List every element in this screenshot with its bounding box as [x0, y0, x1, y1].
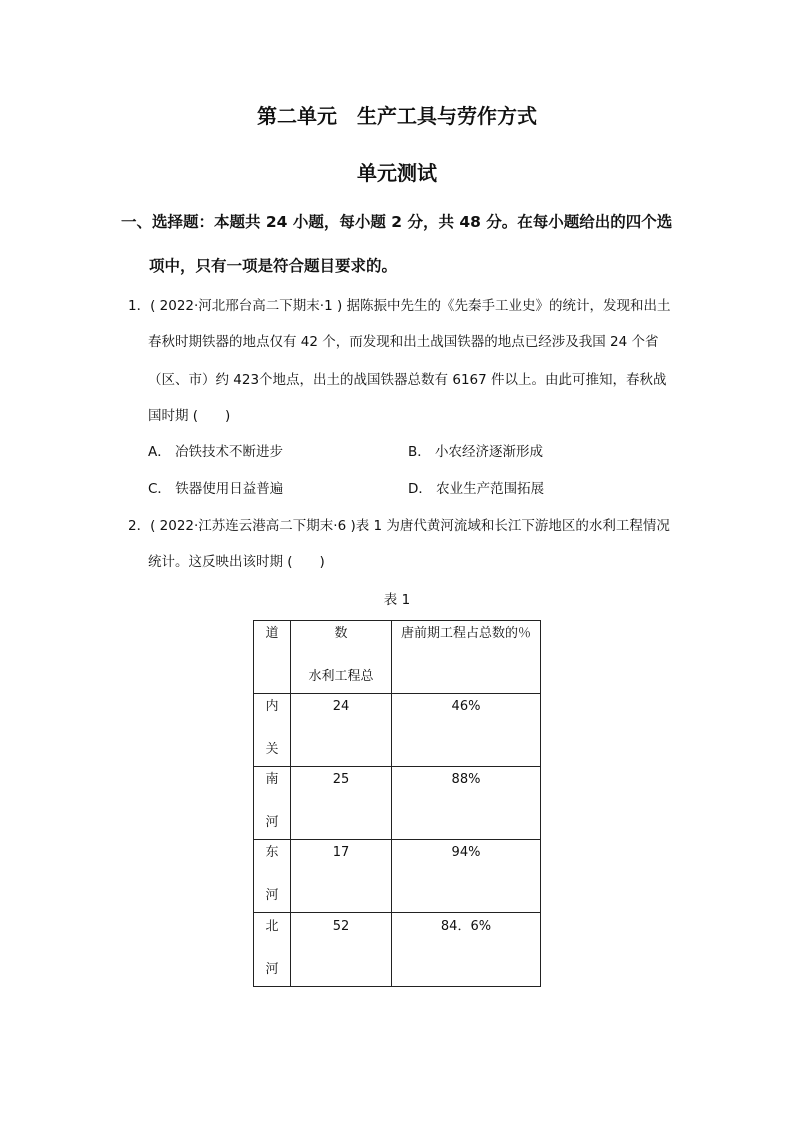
percent-cell: 94% [392, 840, 541, 913]
header-region: 道 [254, 621, 291, 694]
region-cell: 关 内 [254, 694, 291, 767]
region-cell: 河 东 [254, 840, 291, 913]
q2-line1: 2．( 2022·江苏连云港高二下期末·6 )表 1 为唐代黄河流域和长江下游地区的水利工程情况 [128, 518, 670, 534]
q1-option-a[interactable]: A． 冶铁技术不断进步 [148, 444, 284, 460]
table-caption: 表 1 [383, 592, 411, 608]
unit-title: 第二单元 生产工具与劳作方式 [257, 104, 537, 128]
total-cell: 52 [291, 913, 392, 987]
irrigation-table [253, 620, 541, 987]
q1-option-d[interactable]: D． 农业生产范围拓展 [408, 481, 545, 497]
total-cell: 17 [291, 840, 392, 913]
q1-line3: （区、市）约 423个地点，出土的战国铁器总数有 6167 件以上。由此可推知，春秋战 [148, 372, 667, 388]
header-percent: 唐前期工程占总数的％ [392, 621, 541, 694]
header-total-line1: 水利工程总 [308, 669, 374, 684]
region-cell: 河 北 [254, 913, 291, 987]
unit-subtitle: 单元测试 [357, 161, 437, 185]
table-row [254, 840, 541, 913]
header-total-line2: 数 [334, 626, 348, 641]
header-total [291, 621, 392, 694]
region-cell: 河 南 [254, 767, 291, 840]
q1-line2: 春秋时期铁器的地点仅有 42 个，而发现和出土战国铁器的地点已经涉及我国 24 个省 [148, 334, 659, 350]
q1-option-b[interactable]: B． 小农经济逐渐形成 [408, 444, 544, 460]
percent-cell: 46% [392, 694, 541, 767]
percent-cell: 84．6% [392, 913, 541, 987]
total-cell: 25 [291, 767, 392, 840]
table-header-row [254, 621, 541, 694]
q1-line4: 国时期 ( ) [148, 408, 231, 424]
table-row [254, 913, 541, 987]
table-row [254, 694, 541, 767]
section-heading-line1: 一、选择题：本题共 24 小题，每小题 2 分，共 48 分。在每小题给出的四个选 [121, 213, 673, 231]
q1-line1: 1．( 2022·河北邢台高二下期末·1 ) 据陈振中先生的《先秦手工业史》的统计，发现和出土 [128, 298, 671, 314]
table-row [254, 767, 541, 840]
q2-line2: 统计。这反映出该时期 ( ) [148, 554, 325, 570]
total-cell: 24 [291, 694, 392, 767]
q1-option-c[interactable]: C． 铁器使用日益普遍 [148, 481, 284, 497]
percent-cell: 88% [392, 767, 541, 840]
section-heading-line2: 项中，只有一项是符合题目要求的。 [149, 257, 398, 275]
